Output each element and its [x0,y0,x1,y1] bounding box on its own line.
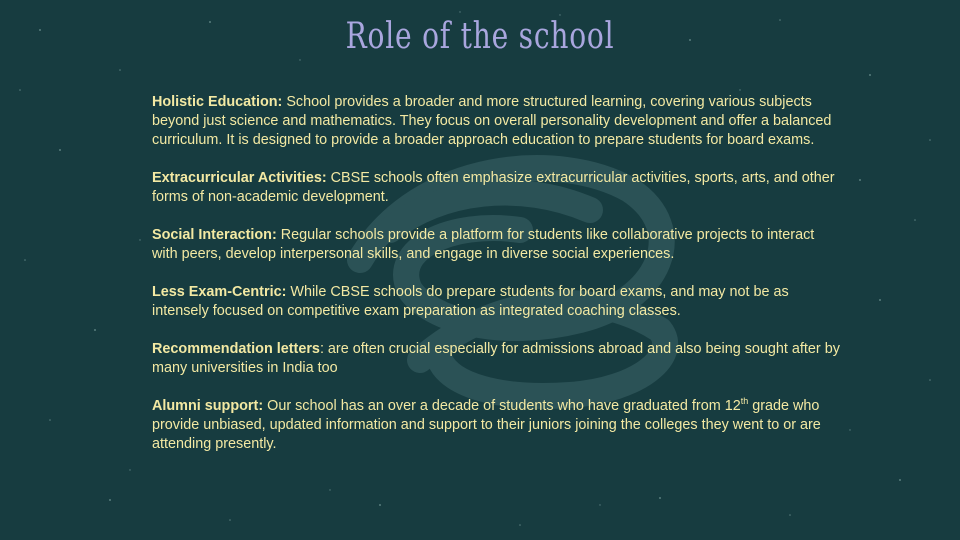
point-less-exam-centric [152,283,842,321]
point-alumni-support [152,397,842,454]
point-text: While CBSE schools do prepare students for board exams, and may not be as intensely focused on competitive exam preparation as integrated coaching classes. [152,284,789,319]
point-heading: Less Exam-Centric: [152,284,287,300]
point-text: CBSE schools often emphasize extracurricular activities, sports, arts, and other forms of non-academic development. [152,170,835,205]
point-text: : are often crucial especially for admissions abroad and also being sought after by many universities in India too [152,341,840,376]
bullet-list [152,93,842,473]
point-text-continued: grade who provide unbiased, updated information and support to their juniors joining the colleges they went to or are attending presently. [152,398,821,452]
point-social-interaction [152,226,842,264]
point-heading: Holistic Education: [152,94,283,110]
point-heading: Recommendation letters [152,341,320,357]
point-text: Our school has an over a decade of students who have graduated from 12 [263,398,741,414]
point-heading: Social Interaction: [152,227,277,243]
superscript: th [740,396,749,406]
point-heading: Alumni support: [152,398,264,414]
point-recommendation-letters [152,340,842,378]
point-text: Regular schools provide a platform for students like collaborative projects to interact with peers, develop interpersonal skills, and engage in diverse social experiences. [152,227,815,262]
point-extracurricular-activities [152,169,842,207]
point-heading: Extracurricular Activities: [152,170,327,186]
point-text: School provides a broader and more structured learning, covering various subjects beyond just science and mathematics. They focus on overall personality development and offer a balanced curriculum. It is designed to provide a broader approach education to prepare students for board exams. [152,94,832,148]
slide-title: Role of the school [345,16,615,57]
point-holistic-education [152,93,842,150]
